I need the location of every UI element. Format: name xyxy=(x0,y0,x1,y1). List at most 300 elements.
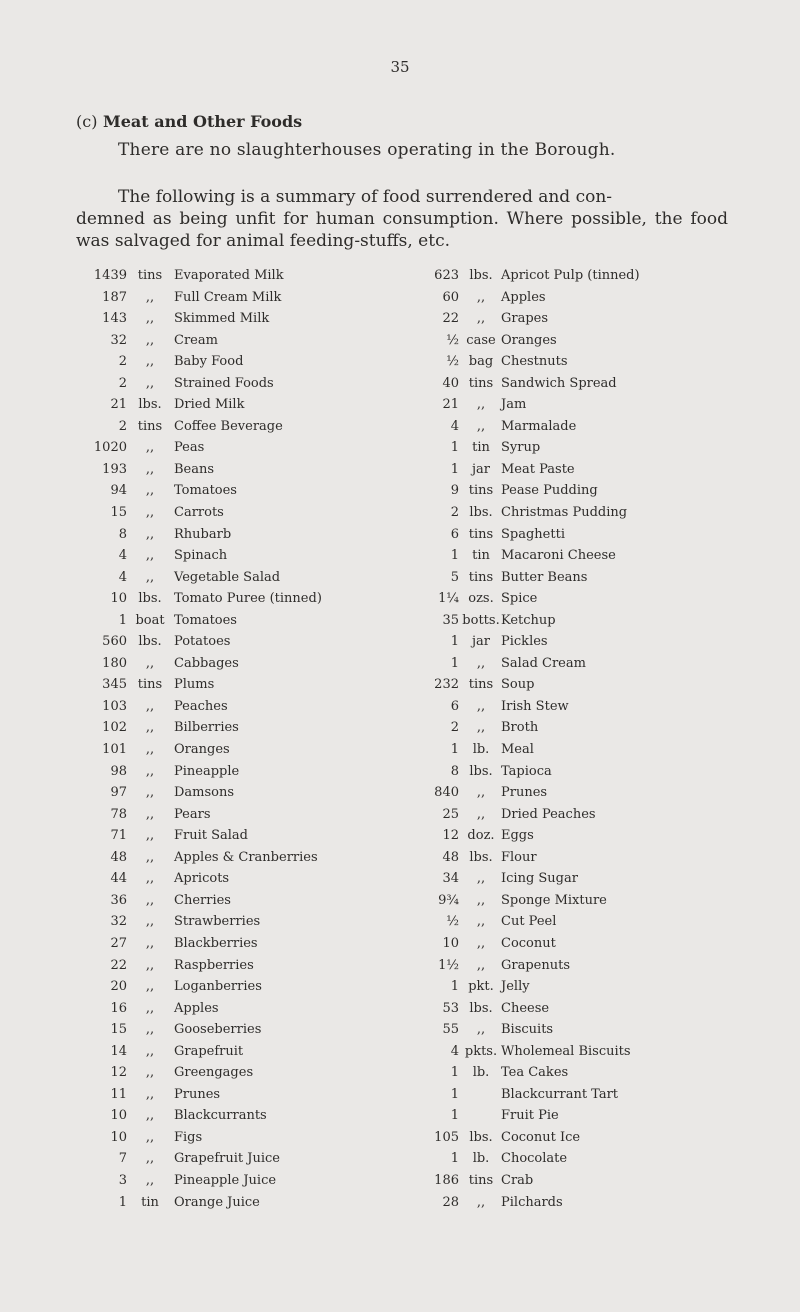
right-quantity: 53 xyxy=(442,1000,459,1016)
left-quantity: 1 xyxy=(118,612,127,628)
right-item: Flour xyxy=(501,849,537,865)
left-unit: ,, xyxy=(145,655,155,671)
left-item: Cream xyxy=(174,332,218,348)
table-row xyxy=(0,613,800,635)
right-unit: tin xyxy=(472,440,490,456)
left-unit: ,, xyxy=(145,461,155,477)
left-quantity: 32 xyxy=(110,914,127,930)
left-quantity: 71 xyxy=(110,828,127,844)
right-unit: tins xyxy=(468,375,494,391)
left-unit: ,, xyxy=(145,871,155,887)
right-item: Marmalade xyxy=(501,418,577,434)
right-unit: lb. xyxy=(472,1065,490,1081)
left-quantity: 32 xyxy=(110,332,127,348)
left-unit: ,, xyxy=(145,1172,155,1188)
left-item: Blackberries xyxy=(174,935,258,951)
page-number: 35 xyxy=(390,58,410,76)
left-item: Oranges xyxy=(174,742,230,758)
right-unit: doz. xyxy=(467,828,495,844)
left-unit: tins xyxy=(137,268,163,283)
left-quantity: 10 xyxy=(110,1129,127,1145)
right-item: Macaroni Cheese xyxy=(501,548,616,564)
right-unit: ,, xyxy=(476,289,486,305)
right-unit: tins xyxy=(468,526,494,542)
left-quantity: 193 xyxy=(102,461,127,477)
right-unit: ,, xyxy=(476,698,486,714)
right-quantity: 2 xyxy=(450,505,459,521)
table-row xyxy=(0,656,800,678)
right-unit: ,, xyxy=(476,1022,486,1038)
left-quantity: 103 xyxy=(102,698,127,714)
table-row xyxy=(0,893,800,915)
right-item: Salad Cream xyxy=(501,655,586,671)
left-item: Apricots xyxy=(174,871,230,887)
table-row xyxy=(0,764,800,786)
right-quantity: 1 xyxy=(450,634,459,650)
left-quantity: 2 xyxy=(118,354,127,370)
right-item: Irish Stew xyxy=(501,698,569,714)
table-row xyxy=(0,677,800,699)
left-unit: ,, xyxy=(145,311,155,327)
left-item: Orange Juice xyxy=(174,1194,260,1210)
right-unit: jar xyxy=(472,634,490,650)
right-unit: ,, xyxy=(476,397,486,413)
left-quantity: 8 xyxy=(118,526,127,542)
table-row xyxy=(0,807,800,829)
right-quantity: 34 xyxy=(442,871,459,887)
left-quantity: 187 xyxy=(102,289,127,305)
right-item: Ketchup xyxy=(501,612,556,628)
left-item: Skimmed Milk xyxy=(174,311,270,327)
left-unit: ,, xyxy=(145,1151,155,1167)
section-heading xyxy=(76,112,302,131)
right-unit: jar xyxy=(472,461,490,477)
right-quantity: 1 xyxy=(450,1108,459,1124)
right-item: Coconut xyxy=(501,935,556,951)
summary-paragraph-rest: demned as being unfit for human consumption. Where possible, the food was salvaged for animal feeding-stuffs, etc. xyxy=(76,209,728,251)
right-quantity: 623 xyxy=(434,268,459,283)
right-quantity: 60 xyxy=(442,289,459,305)
table-row xyxy=(0,1195,800,1217)
left-unit: lbs. xyxy=(138,591,162,607)
right-item: Cut Peel xyxy=(501,914,557,930)
left-item: Tomatoes xyxy=(174,483,237,499)
left-quantity: 15 xyxy=(110,1022,127,1038)
left-item: Prunes xyxy=(174,1086,221,1102)
left-unit: ,, xyxy=(145,1108,155,1124)
right-item: Apricot Pulp (tinned) xyxy=(501,268,640,283)
right-item: Tapioca xyxy=(501,763,552,779)
left-unit: ,, xyxy=(145,505,155,521)
left-unit: tins xyxy=(137,418,163,434)
left-quantity: 12 xyxy=(110,1065,127,1081)
left-quantity: 27 xyxy=(110,935,127,951)
right-unit: ,, xyxy=(476,311,486,327)
table-row xyxy=(0,311,800,333)
left-quantity: 94 xyxy=(110,483,127,499)
right-quantity: 10 xyxy=(442,935,459,951)
table-row xyxy=(0,290,800,312)
right-item: Tea Cakes xyxy=(501,1065,569,1081)
left-unit: ,, xyxy=(145,849,155,865)
right-unit: ,, xyxy=(476,720,486,736)
left-unit: ,, xyxy=(145,785,155,801)
left-unit: lbs. xyxy=(138,634,162,650)
left-item: Blackcurrants xyxy=(174,1108,267,1124)
left-unit: ,, xyxy=(145,698,155,714)
right-quantity: 1 xyxy=(450,440,459,456)
right-quantity: 25 xyxy=(442,806,459,822)
left-quantity: 16 xyxy=(110,1000,127,1016)
right-item: Spice xyxy=(501,591,538,607)
left-item: Spinach xyxy=(174,548,228,564)
table-row xyxy=(0,1022,800,1044)
left-quantity: 20 xyxy=(110,979,127,995)
left-unit: ,, xyxy=(145,289,155,305)
left-item: Grapefruit Juice xyxy=(174,1151,280,1167)
right-quantity: 1 xyxy=(450,1065,459,1081)
left-item: Coffee Beverage xyxy=(174,418,283,434)
left-quantity: 48 xyxy=(110,849,127,865)
right-quantity: 4 xyxy=(450,418,459,434)
left-unit: ,, xyxy=(145,354,155,370)
right-unit: tins xyxy=(468,483,494,499)
left-item: Tomato Puree (tinned) xyxy=(174,591,322,607)
left-unit: ,, xyxy=(145,763,155,779)
left-item: Bilberries xyxy=(174,720,239,736)
table-row xyxy=(0,699,800,721)
table-row xyxy=(0,268,800,290)
left-item: Full Cream Milk xyxy=(174,289,282,305)
left-quantity: 2 xyxy=(118,375,127,391)
right-quantity: 5 xyxy=(450,569,459,585)
right-quantity: 40 xyxy=(442,375,459,391)
left-unit: ,, xyxy=(145,935,155,951)
right-quantity: 8 xyxy=(450,763,459,779)
intro-paragraph: There are no slaughterhouses operating in the Borough. xyxy=(118,140,616,160)
right-unit: ,, xyxy=(476,785,486,801)
right-quantity: 1 xyxy=(450,1086,459,1102)
right-unit: pkts. xyxy=(464,1043,498,1059)
left-quantity: 3 xyxy=(118,1172,127,1188)
right-quantity: 1 xyxy=(450,655,459,671)
left-item: Gooseberries xyxy=(174,1022,262,1038)
left-unit: ,, xyxy=(145,1000,155,1016)
right-item: Soup xyxy=(501,677,535,693)
right-item: Eggs xyxy=(501,828,534,844)
right-unit: lbs. xyxy=(469,268,493,283)
left-item: Pineapple xyxy=(174,763,240,779)
right-quantity: 1 xyxy=(450,548,459,564)
right-quantity: 105 xyxy=(434,1129,459,1145)
table-row xyxy=(0,397,800,419)
table-row xyxy=(0,505,800,527)
left-quantity: 10 xyxy=(110,1108,127,1124)
right-unit: ,, xyxy=(476,892,486,908)
right-unit: botts. xyxy=(462,612,500,628)
right-item: Icing Sugar xyxy=(501,871,578,887)
left-quantity: 22 xyxy=(110,957,127,973)
left-item: Greengages xyxy=(174,1065,254,1081)
right-item: Pilchards xyxy=(501,1194,563,1210)
table-row xyxy=(0,570,800,592)
right-unit: tin xyxy=(472,548,490,564)
right-item: Prunes xyxy=(501,785,548,801)
right-unit: lb. xyxy=(472,1151,490,1167)
right-quantity: 840 xyxy=(434,785,459,801)
left-item: Strained Foods xyxy=(174,375,274,391)
left-unit: ,, xyxy=(145,742,155,758)
right-unit: tins xyxy=(468,569,494,585)
right-quantity: 1½ xyxy=(438,957,459,973)
right-quantity: 232 xyxy=(434,677,459,693)
right-item: Jam xyxy=(501,397,527,413)
left-item: Damsons xyxy=(174,785,235,801)
left-item: Plums xyxy=(174,677,215,693)
right-unit: lbs. xyxy=(469,505,493,521)
table-row xyxy=(0,936,800,958)
left-quantity: 102 xyxy=(102,720,127,736)
right-quantity: 6 xyxy=(450,526,459,542)
table-row xyxy=(0,979,800,1001)
right-item: Butter Beans xyxy=(501,569,588,585)
left-unit: ,, xyxy=(145,1065,155,1081)
left-quantity: 98 xyxy=(110,763,127,779)
right-unit: ,, xyxy=(476,806,486,822)
right-unit: lbs. xyxy=(469,763,493,779)
table-row xyxy=(0,1173,800,1195)
right-unit: case xyxy=(466,332,496,348)
left-unit: ,, xyxy=(145,332,155,348)
table-row xyxy=(0,376,800,398)
left-item: Tomatoes xyxy=(174,612,237,628)
right-unit: lb. xyxy=(472,742,490,758)
table-row xyxy=(0,1001,800,1023)
right-item: Sponge Mixture xyxy=(501,892,607,908)
table-row xyxy=(0,742,800,764)
table-row xyxy=(0,333,800,355)
table-row xyxy=(0,527,800,549)
left-quantity: 1020 xyxy=(93,440,127,456)
left-quantity: 15 xyxy=(110,505,127,521)
table-row xyxy=(0,548,800,570)
table-row xyxy=(0,1151,800,1173)
left-item: Beans xyxy=(174,461,215,477)
left-unit: ,, xyxy=(145,914,155,930)
table-row xyxy=(0,1044,800,1066)
right-quantity: 1 xyxy=(450,742,459,758)
condemned-food-table xyxy=(0,268,800,1216)
right-quantity: 1¼ xyxy=(438,591,459,607)
right-quantity: 6 xyxy=(450,698,459,714)
table-row xyxy=(0,634,800,656)
right-unit: bag xyxy=(468,354,494,370)
right-item: Meat Paste xyxy=(501,461,575,477)
left-unit: boat xyxy=(135,612,165,628)
table-row xyxy=(0,483,800,505)
left-unit: ,, xyxy=(145,892,155,908)
right-item: Blackcurrant Tart xyxy=(501,1086,619,1102)
table-row xyxy=(0,1130,800,1152)
right-item: Broth xyxy=(501,720,539,736)
right-quantity: 48 xyxy=(442,849,459,865)
left-item: Grapefruit xyxy=(174,1043,244,1059)
right-quantity: 1 xyxy=(450,1151,459,1167)
left-item: Loganberries xyxy=(174,979,262,995)
right-quantity: 4 xyxy=(450,1043,459,1059)
right-item: Syrup xyxy=(501,440,541,456)
left-unit: ,, xyxy=(145,979,155,995)
left-quantity: 101 xyxy=(102,742,127,758)
table-row xyxy=(0,1065,800,1087)
right-unit: pkt. xyxy=(468,979,494,995)
right-item: Chocolate xyxy=(501,1151,568,1167)
left-item: Evaporated Milk xyxy=(174,268,284,283)
right-quantity: ½ xyxy=(446,354,459,370)
left-unit: ,, xyxy=(145,440,155,456)
table-row xyxy=(0,850,800,872)
left-item: Peaches xyxy=(174,698,228,714)
right-item: Grapes xyxy=(501,311,549,327)
right-quantity: 9¾ xyxy=(438,892,459,908)
right-quantity: 22 xyxy=(442,311,459,327)
right-quantity: 1 xyxy=(450,979,459,995)
table-row xyxy=(0,591,800,613)
left-quantity: 10 xyxy=(110,591,127,607)
left-item: Strawberries xyxy=(174,914,261,930)
left-item: Cabbages xyxy=(174,655,239,671)
table-row xyxy=(0,828,800,850)
left-quantity: 7 xyxy=(118,1151,127,1167)
left-unit: lbs. xyxy=(138,397,162,413)
left-quantity: 560 xyxy=(102,634,127,650)
left-quantity: 1 xyxy=(118,1194,127,1210)
left-quantity: 180 xyxy=(102,655,127,671)
left-quantity: 345 xyxy=(102,677,127,693)
right-item: Fruit Pie xyxy=(501,1108,559,1124)
table-row xyxy=(0,419,800,441)
right-quantity: 9 xyxy=(450,483,459,499)
left-unit: ,, xyxy=(145,806,155,822)
right-unit: ,, xyxy=(476,655,486,671)
right-item: Meal xyxy=(501,742,534,758)
table-row xyxy=(0,785,800,807)
left-unit: ,, xyxy=(145,1086,155,1102)
table-row xyxy=(0,1087,800,1109)
left-unit: ,, xyxy=(145,526,155,542)
left-item: Apples xyxy=(174,1000,219,1016)
left-item: Figs xyxy=(174,1129,203,1145)
left-item: Fruit Salad xyxy=(174,828,249,844)
left-unit: ,, xyxy=(145,828,155,844)
left-unit: ,, xyxy=(145,569,155,585)
right-quantity: 28 xyxy=(442,1194,459,1210)
left-unit: tin xyxy=(141,1194,159,1210)
left-item: Dried Milk xyxy=(174,397,245,413)
table-row xyxy=(0,871,800,893)
left-quantity: 4 xyxy=(118,569,127,585)
right-unit: ,, xyxy=(476,914,486,930)
left-item: Peas xyxy=(174,440,205,456)
right-item: Apples xyxy=(501,289,546,305)
right-unit: ,, xyxy=(476,957,486,973)
section-letter: (c) xyxy=(76,112,98,131)
left-quantity: 14 xyxy=(110,1043,127,1059)
left-unit: ,, xyxy=(145,375,155,391)
table-row xyxy=(0,914,800,936)
right-item: Jelly xyxy=(501,979,530,995)
left-unit: ,, xyxy=(145,957,155,973)
right-item: Wholemeal Biscuits xyxy=(501,1043,631,1059)
right-quantity: 35 xyxy=(442,612,459,628)
right-unit: ,, xyxy=(476,418,486,434)
right-quantity: 1 xyxy=(450,461,459,477)
table-row xyxy=(0,1108,800,1130)
left-unit: tins xyxy=(137,677,163,693)
right-unit: ,, xyxy=(476,871,486,887)
right-item: Pickles xyxy=(501,634,548,650)
table-row xyxy=(0,462,800,484)
right-unit: lbs. xyxy=(469,849,493,865)
right-item: Crab xyxy=(501,1172,534,1188)
table-row xyxy=(0,440,800,462)
left-quantity: 44 xyxy=(110,871,127,887)
right-unit: ozs. xyxy=(468,591,494,607)
right-quantity: 186 xyxy=(434,1172,459,1188)
right-item: Chestnuts xyxy=(501,354,568,370)
right-unit: lbs. xyxy=(469,1000,493,1016)
left-unit: ,, xyxy=(145,1022,155,1038)
left-unit: ,, xyxy=(145,548,155,564)
right-item: Coconut Ice xyxy=(501,1129,581,1145)
table-row xyxy=(0,720,800,742)
right-unit: ,, xyxy=(476,935,486,951)
left-item: Raspberries xyxy=(174,957,254,973)
left-item: Apples & Cranberries xyxy=(174,849,318,865)
table-row xyxy=(0,958,800,980)
left-unit: ,, xyxy=(145,1129,155,1145)
right-item: Dried Peaches xyxy=(501,806,596,822)
left-unit: ,, xyxy=(145,1043,155,1059)
right-quantity: 21 xyxy=(442,397,459,413)
left-quantity: 78 xyxy=(110,806,127,822)
table-row xyxy=(0,354,800,376)
right-quantity: 2 xyxy=(450,720,459,736)
right-unit: tins xyxy=(468,1172,494,1188)
left-item: Potatoes xyxy=(174,634,231,650)
left-item: Rhubarb xyxy=(174,526,232,542)
left-quantity: 143 xyxy=(102,311,127,327)
summary-paragraph xyxy=(76,186,728,252)
right-item: Christmas Pudding xyxy=(501,505,628,521)
left-quantity: 21 xyxy=(110,397,127,413)
right-unit: lbs. xyxy=(469,1129,493,1145)
left-item: Vegetable Salad xyxy=(174,569,281,585)
section-title: Meat and Other Foods xyxy=(103,112,303,131)
left-item: Cherries xyxy=(174,892,231,908)
left-item: Baby Food xyxy=(174,354,244,370)
right-item: Pease Pudding xyxy=(501,483,598,499)
right-item: Sandwich Spread xyxy=(501,375,617,391)
right-quantity: ½ xyxy=(446,914,459,930)
left-quantity: 11 xyxy=(110,1086,127,1102)
right-quantity: 12 xyxy=(442,828,459,844)
left-unit: ,, xyxy=(145,720,155,736)
right-unit: ,, xyxy=(476,1194,486,1210)
left-item: Carrots xyxy=(174,505,224,521)
left-quantity: 1439 xyxy=(93,268,127,283)
left-quantity: 2 xyxy=(118,418,127,434)
